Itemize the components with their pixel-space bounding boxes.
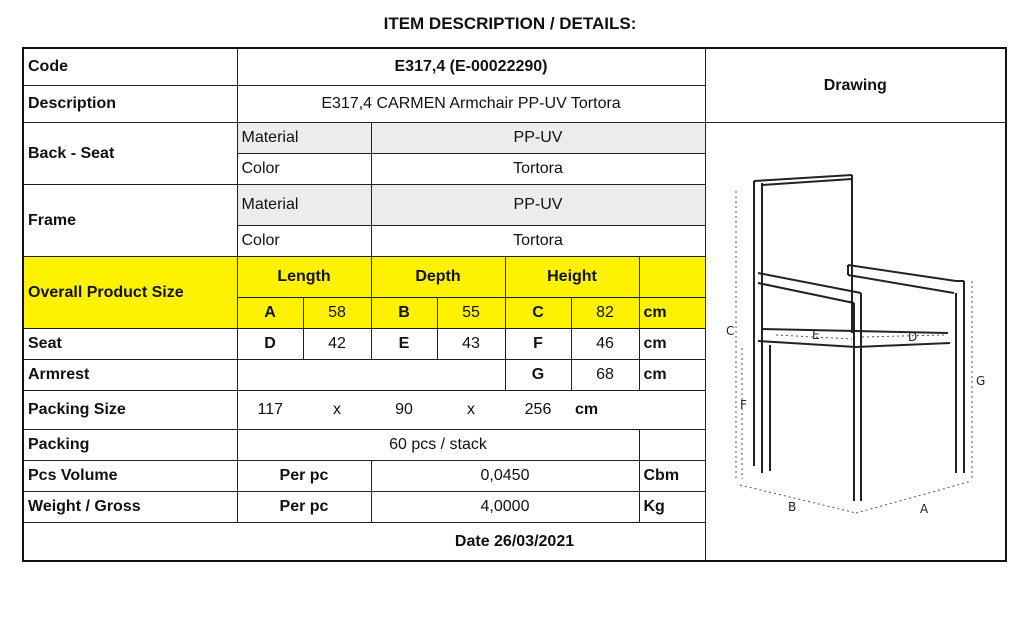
drawing-letter-e: E <box>811 328 820 342</box>
packing-value: 60 pcs / stack <box>237 430 639 461</box>
weight-value: 4,0000 <box>371 492 639 523</box>
drawing-letter-g: G <box>975 374 985 388</box>
length-label: Length <box>237 257 371 298</box>
front-armrest-top <box>758 273 861 293</box>
packing-size-x2: x <box>437 391 505 430</box>
front-armrest-bottom <box>758 283 854 303</box>
d-value: 42 <box>303 329 371 360</box>
back-seat-color-label: Color <box>237 154 371 185</box>
packing-size-length: 117 <box>237 391 303 430</box>
armrest-blank <box>237 360 505 391</box>
b-value: 55 <box>437 298 505 329</box>
pcs-volume-per: Per pc <box>237 461 371 492</box>
back-seat-label: Back - Seat <box>23 123 237 185</box>
packing-size-x1: x <box>303 391 371 430</box>
armrest-label: Armrest <box>23 360 237 391</box>
back-seat-color-value: Tortora <box>371 154 705 185</box>
seat-front-edge <box>758 341 856 347</box>
description-value: E317,4 CARMEN Armchair PP-UV Tortora <box>237 86 705 123</box>
description-label: Description <box>23 86 237 123</box>
weight-label: Weight / Gross <box>23 492 237 523</box>
dim-line-a <box>856 481 972 513</box>
packing-size-unit: cm <box>571 391 639 430</box>
overall-blank <box>639 257 705 298</box>
f-value: 46 <box>571 329 639 360</box>
drawing-letter-c: C <box>725 324 734 338</box>
drawing-letter-f: F <box>739 398 747 412</box>
packing-size-blank <box>639 391 705 430</box>
chair-drawing-svg <box>706 123 1005 560</box>
pcs-volume-unit: Cbm <box>639 461 705 492</box>
drawing-letter-a: A <box>919 502 928 516</box>
frame-label: Frame <box>23 185 237 257</box>
spec-table <box>22 47 1007 562</box>
c-value: 82 <box>571 298 639 329</box>
frame-material-label: Material <box>237 185 371 226</box>
dim-line-d <box>862 335 944 337</box>
e-label: E <box>371 329 437 360</box>
b-label: B <box>371 298 437 329</box>
date-footer: Date 26/03/2021 <box>23 523 1006 562</box>
a-label: A <box>237 298 303 329</box>
packing-label: Packing <box>23 430 237 461</box>
weight-per: Per pc <box>237 492 371 523</box>
pcs-volume-label: Pcs Volume <box>23 461 237 492</box>
back-seat-material-value: PP-UV <box>371 123 705 154</box>
seat-label: Seat <box>23 329 237 360</box>
frame-color-label: Color <box>237 226 371 257</box>
frame-color-value: Tortora <box>371 226 705 257</box>
packing-blank <box>639 430 705 461</box>
f-label: F <box>505 329 571 360</box>
armrest-unit: cm <box>639 360 705 391</box>
g-value: 68 <box>571 360 639 391</box>
drawing-letter-b: B <box>787 500 796 514</box>
drawing-label: Drawing <box>705 48 1006 123</box>
seat-unit: cm <box>639 329 705 360</box>
height-label: Height <box>505 257 639 298</box>
a-value: 58 <box>303 298 371 329</box>
packing-size-label: Packing Size <box>23 391 237 430</box>
seat-right-edge <box>856 343 950 347</box>
packing-size-height: 256 <box>505 391 571 430</box>
drawing-letter-d: D <box>907 330 917 344</box>
code-label: Code <box>23 48 237 86</box>
overall-size-label: Overall Product Size <box>23 257 237 329</box>
page-title: ITEM DESCRIPTION / DETAILS: <box>383 14 637 33</box>
code-value: E317,4 (E-00022290) <box>237 48 705 86</box>
chair-drawing <box>705 123 1006 562</box>
overall-unit: cm <box>639 298 705 329</box>
e-value: 43 <box>437 329 505 360</box>
dim-line-b <box>740 485 856 513</box>
frame-material-value: PP-UV <box>371 185 705 226</box>
d-label: D <box>237 329 303 360</box>
back-seat-material-label: Material <box>237 123 371 154</box>
weight-unit: Kg <box>639 492 705 523</box>
packing-size-depth: 90 <box>371 391 437 430</box>
depth-label: Depth <box>371 257 505 298</box>
g-label: G <box>505 360 571 391</box>
c-label: C <box>505 298 571 329</box>
pcs-volume-value: 0,0450 <box>371 461 639 492</box>
